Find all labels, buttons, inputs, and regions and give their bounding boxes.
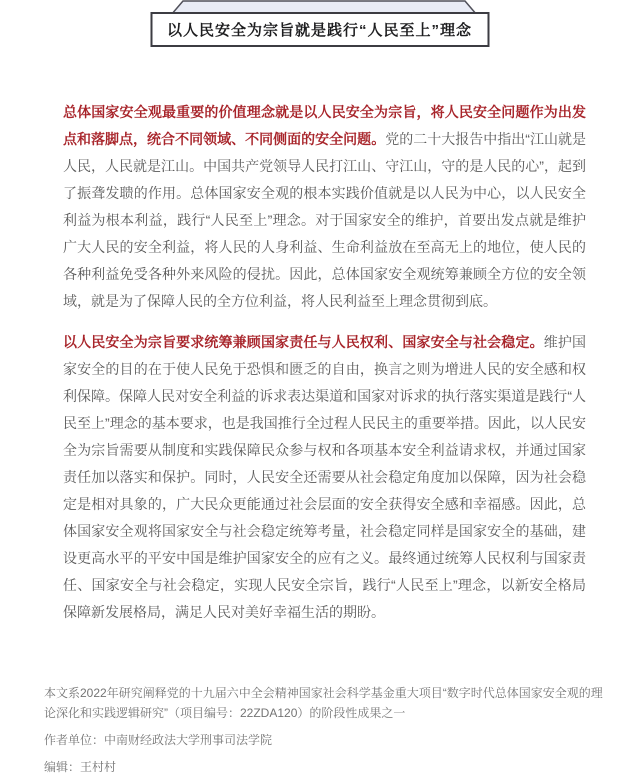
- paragraph-2-text: 维护国家安全的目的在于使人民免于恐惧和匮乏的自由，换言之则为增进人民的安全感和权利保障。保障人民对安全利益的诉求表达渠道和国家对诉求的执行落实渠道是践行“人民至上”理念的基本要求，也是我国推行全过程人民民主的重要举措。因此，以人民安全为宗旨需要从制度和实践保障民众参与权和各项基本安全利益请求权，并通过国家责任加以落实和保护。同时，人民安全还需要从社会稳定角度加以保障，因为社会稳定是相对具象的，广大民众更能通过社会层面的安全获得安全感和幸福感。因此，总体国家安全观将国家安全与社会稳定统筹考量，社会稳定同样是国家安全的基础，建设更高水平的平安中国是维护国家安全的应有之义。最终通过统筹人民权利与国家责任、国家安全与社会稳定，实现人民安全宗旨，践行“人民至上”理念，以新安全格局保障新发展格局，满足人民对美好幸福生活的期盼。: [63, 334, 587, 620]
- article-title-box: [150, 12, 489, 47]
- article-body: [63, 99, 586, 640]
- paragraph-1: [63, 99, 586, 315]
- paragraph-2-lead: 以人民安全为宗旨要求统筹兼顾国家责任与人民权利、国家安全与社会稳定。: [63, 334, 544, 350]
- paragraph-1-text: 党的二十大报告中指出“江山就是人民，人民就是江山。中国共产党领导人民打江山、守江山，守的是人民的心”，起到了振聋发聩的作用。总体国家安全观的根本实践价值就是以人民为中心，以人民安全利益为根本利益，践行“人民至上”理念。对于国家安全的维护，首要出发点就是维护广大人民的安全利益，将人民的人身利益、生命利益放在至高无上的地位，使人民的各种利益免受各种外来风险的侵扰。因此，总体国家安全观统筹兼顾全方位的安全领域，就是为了保障人民的全方位利益，将人民利益至上理念贯彻到底。: [63, 131, 586, 309]
- funding-note: 本文系2022年研究阐释党的十九届六中全会精神国家社会科学基金重大项目“数字时代总体国家安全观的理论深化和实践逻辑研究”（项目编号：22ZDA120）的阶段性成果之一: [44, 686, 603, 720]
- editor-credit: 编辑：王村村: [44, 760, 117, 774]
- article-title: 以人民安全为宗旨就是践行“人民至上”理念: [166, 22, 473, 39]
- paragraph-1-lead: 总体国家安全观最重要的价值理念就是以人民安全为宗旨，将人民安全问题作为出发点和落脚点，统合不同领域、不同侧面的安全问题。: [63, 104, 586, 147]
- author-affiliation: 作者单位：中南财经政法大学刑事司法学院: [44, 733, 273, 747]
- article-footer: [44, 683, 604, 783]
- paragraph-2: [63, 329, 586, 626]
